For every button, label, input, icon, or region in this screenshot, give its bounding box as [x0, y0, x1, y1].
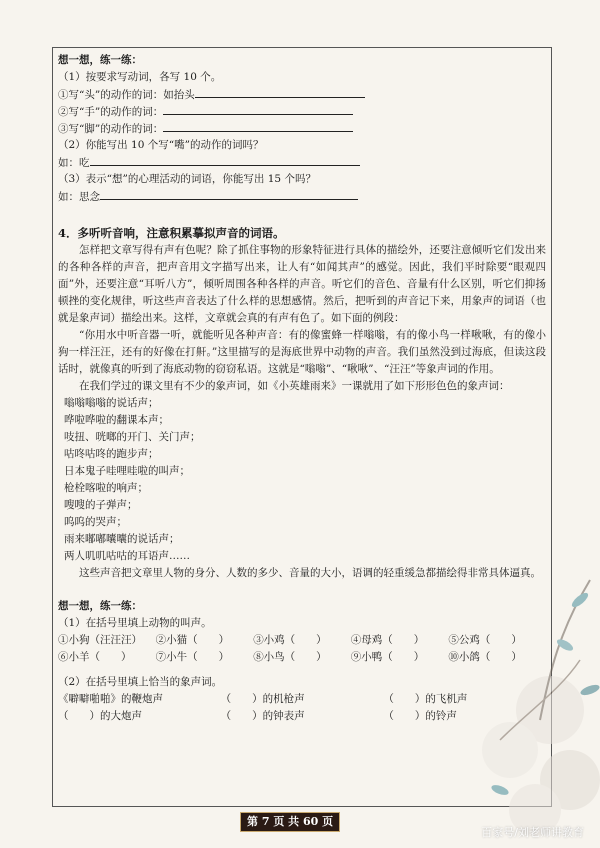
section1-q2: （2）你能写出 10 个写“嘴”的动作的词吗？ [58, 139, 264, 151]
animal-item[interactable]: ⑨小鸭（ ） [350, 651, 425, 663]
q3-blank[interactable] [100, 188, 358, 200]
q3-row [58, 188, 546, 205]
animal-item[interactable]: ⑦小牛（ ） [155, 651, 230, 663]
page-content [58, 52, 546, 725]
section1-q3: （3）表示“想”的心理活动的词语，你能写出 15 个吗？ [58, 173, 316, 185]
q2-row [58, 154, 546, 171]
animal-item[interactable]: ⑥小羊（ ） [58, 651, 132, 663]
example-item: 日本鬼子哇哩哇啦的叫声； [64, 465, 190, 477]
sound-item[interactable]: （ ）的铃声 [383, 710, 457, 722]
section4-para3: 在我们学过的课文里有不少的象声词，如《小英雄雨来》一课就用了如下形形色色的象声词： [79, 380, 510, 392]
sound-item[interactable]: （ ）的钟表声 [220, 710, 305, 722]
example-item: 嗡嗡嗡嗡的说话声； [64, 397, 159, 409]
animal-item[interactable]: ⑧小鸟（ ） [253, 651, 327, 663]
animal-item[interactable]: ③小鸡（ ） [253, 634, 327, 646]
example-item: 咕咚咕咚的跑步声； [64, 448, 159, 460]
example-item: 雨来嘟嘟囔囔的说话声； [64, 533, 180, 545]
animal-item[interactable]: ④母鸡（ ） [350, 634, 425, 646]
section4-para2: “你用水中听音器一听，就能听见各种声音：有的像蜜蜂一样嗡嗡，有的像小鸟一样啾啾，有的像小狗一样汪汪，还有的好像在打鼾。”这里描写的是海底世界中动物的声音。我们虽然没到过海底，但读这段话时，就像真的听到了海底动物的窃窃私语。这就是“嗡嗡”、“啾啾”、“汪汪”等象声词的作用。 [58, 329, 546, 375]
q1-head-blank[interactable] [195, 86, 365, 98]
sound-item[interactable]: （ ）的大炮声 [58, 710, 142, 722]
q1-foot-row [58, 120, 546, 137]
animal-item[interactable]: ②小猫（ ） [155, 634, 230, 646]
example-item: 呜呜的哭声； [64, 516, 127, 528]
animal-item[interactable]: ⑩小鸽（ ） [448, 651, 522, 663]
section1-heading: 想一想，练一练： [58, 54, 142, 66]
animal-row-1 [58, 632, 546, 649]
animal-item[interactable]: ⑤公鸡（ ） [448, 634, 522, 646]
q2-hint: 如：吃 [58, 157, 90, 169]
q1-head-label: ①写“头”的动作的词： [58, 89, 164, 101]
q1-hand-row [58, 103, 546, 120]
section1-q1: （1）按要求写动词，各写 10 个。 [58, 71, 222, 83]
q1-foot-label: ③写“脚”的动作的词： [58, 123, 164, 135]
animal-item[interactable]: ①小狗（汪汪汪） [58, 634, 142, 646]
example-item: 吱扭、咣啷的开门、关门声； [64, 431, 201, 443]
example-item: 哗啦哗啦的翻课本声； [64, 414, 169, 426]
page-number-badge: 第 7 页 共 60 页 [240, 812, 340, 832]
sound-item[interactable]: （ ）的机枪声 [220, 693, 305, 705]
section4-para4: 这些声音把文章里人物的身分、人数的多少、音量的大小，语调的轻重缓急都描绘得非常具体逼真。 [79, 567, 541, 579]
sound-item[interactable]: 《噼噼啪啪》的鞭炮声 [58, 693, 163, 705]
q1-head-hint: 如抬头 [163, 89, 195, 101]
q1-hand-blank[interactable] [163, 103, 353, 115]
section2-q2: （2）在括号里填上恰当的象声词。 [58, 676, 223, 688]
q1-foot-blank[interactable] [163, 120, 353, 132]
section2-heading: 想一想，练一练： [58, 600, 142, 612]
q2-blank[interactable] [90, 154, 360, 166]
q1-hand-label: ②写“手”的动作的词： [58, 106, 164, 118]
example-list [58, 395, 546, 565]
example-item: 两人叽叽咕咕的耳语声…… [64, 550, 190, 562]
sound-row-2 [58, 708, 546, 725]
watermark: 百家号/刘老师讲教育 [481, 826, 584, 839]
sound-item[interactable]: （ ）的飞机声 [383, 693, 468, 705]
section4-heading: 4．多听听音响，注意积累摹拟声音的词语。 [58, 226, 285, 240]
example-item: 嗖嗖的子弹声； [64, 499, 138, 511]
example-item: 枪栓喀啦的响声； [64, 482, 148, 494]
section2-q1: （1）在括号里填上动物的叫声。 [58, 617, 212, 629]
q3-hint: 如：思念 [58, 191, 100, 203]
sound-row-1 [58, 691, 546, 708]
section4-para1: 怎样把文章写得有声有色呢？除了抓住事物的形象特征进行具体的描绘外，还要注意倾听它们发出来的各种各样的声音，把声音用文字描写出来，让人有“如闻其声”的感觉。因此，我们平时除要“眼观四面”外，还要注意“耳听八方”，倾听周围各种各样的声音。听它们的音色、音量有什么区别，听它们抑扬顿挫的变化规律，听这些声音表达了什么样的思想感情。然后，把听到的声音记下来，用象声的词语（也就是象声词）描绘出来。这样，文章就会真的有声有色了。如下面的例段： [58, 244, 546, 324]
q1-head-row [58, 86, 546, 103]
animal-row-2 [58, 649, 546, 666]
